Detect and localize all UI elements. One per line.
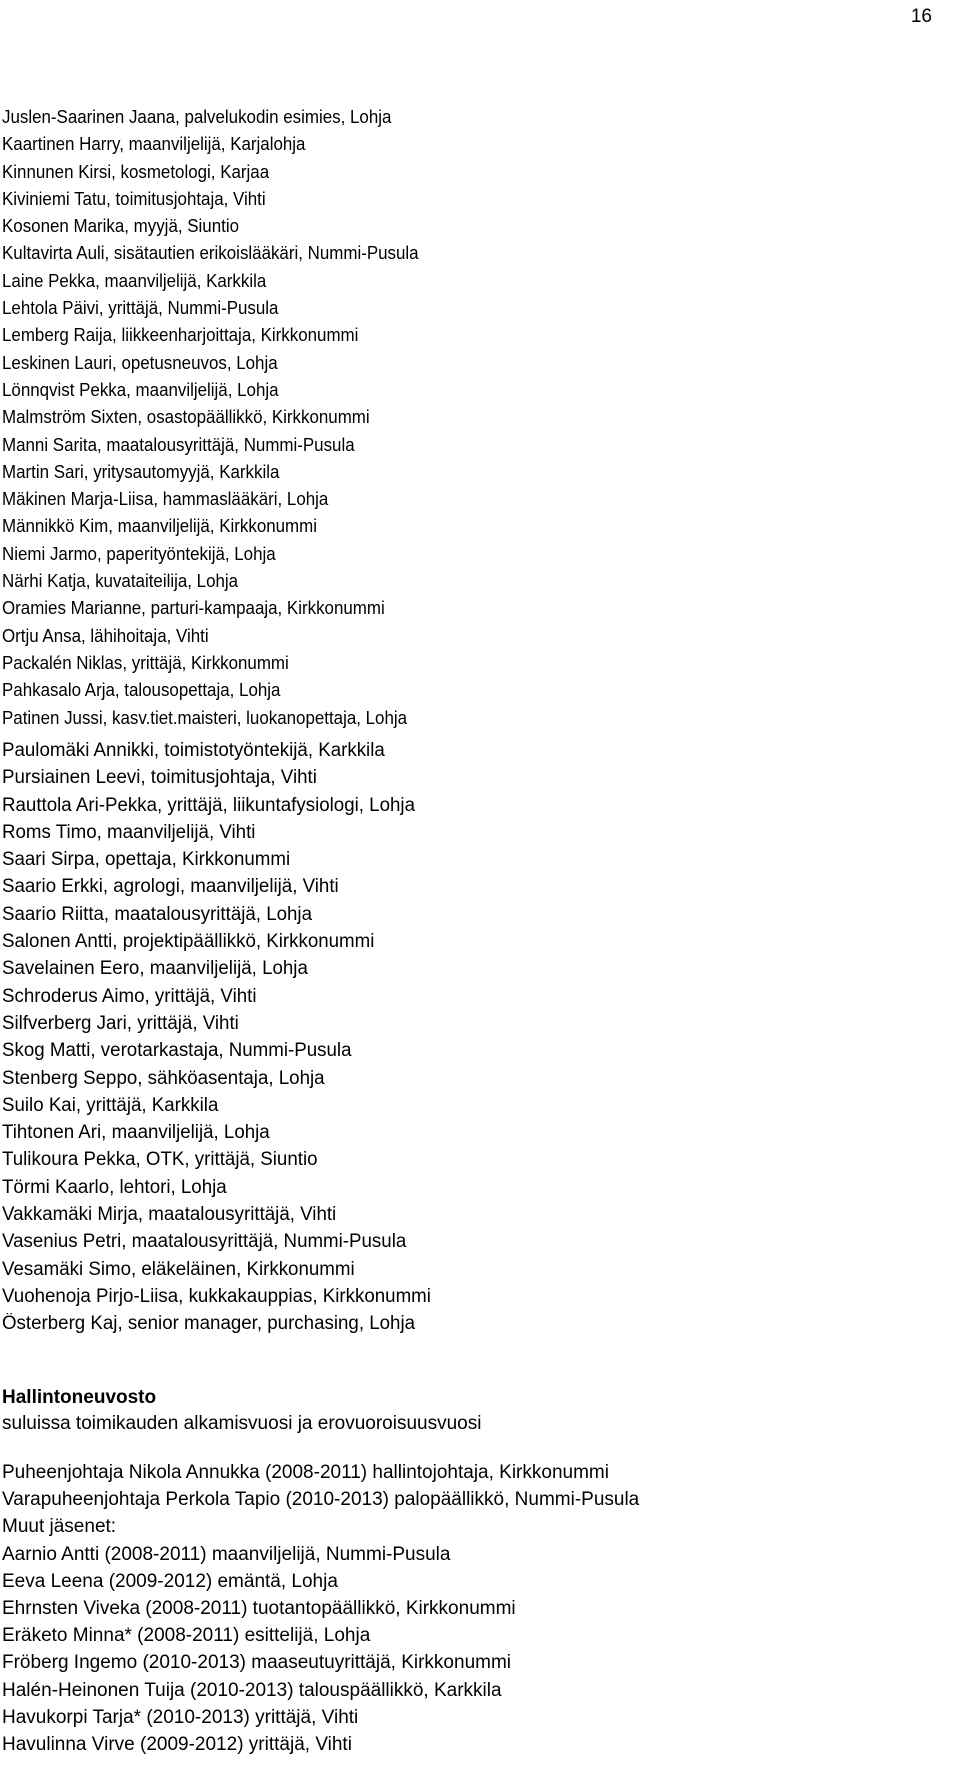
list-item: Oramies Marianne, parturi-kampaaja, Kirkkonummi: [2, 598, 385, 619]
list-item: Österberg Kaj, senior manager, purchasing, Lohja: [2, 1313, 416, 1335]
list-item: Juslen-Saarinen Jaana, palvelukodin esimies, Lohja: [2, 107, 392, 127]
list-item: Aarnio Antti (2008-2011) maanviljelijä, Nummi-Pusula: [2, 1543, 451, 1565]
list-item: Rauttola Ari-Pekka, yrittäjä, liikuntafysiologi, Lohja: [2, 794, 415, 816]
list-item: Kiviniemi Tatu, toimitusjohtaja, Vihti: [2, 188, 266, 209]
list-item: Malmström Sixten, osastopäällikkö, Kirkkonummi: [2, 407, 370, 428]
list-item: Suilo Kai, yrittäjä, Karkkila: [2, 1094, 219, 1116]
list-item: Schroderus Aimo, yrittäjä, Vihti: [2, 985, 257, 1007]
other-members-label: Muut jäsenet:: [2, 1516, 117, 1538]
list-item: Kosonen Marika, myyjä, Siuntio: [2, 216, 239, 237]
list-item: Ehrnsten Viveka (2008-2011) tuotantopäällikkö, Kirkkonummi: [2, 1598, 516, 1620]
list-item: Lemberg Raija, liikkeenharjoittaja, Kirkkonummi: [2, 325, 359, 346]
list-item: Vuohenoja Pirjo-Liisa, kukkakauppias, Kirkkonummi: [2, 1285, 431, 1307]
list-item: Leskinen Lauri, opetusneuvos, Lohja: [2, 352, 278, 373]
section-heading: Hallintoneuvosto: [2, 1387, 157, 1408]
list-item: Tulikoura Pekka, OTK, yrittäjä, Siuntio: [2, 1149, 318, 1171]
list-item: Vasenius Petri, maatalousyrittäjä, Nummi-Pusula: [2, 1231, 407, 1253]
council-section: [2, 1385, 639, 1758]
list-item: Halén-Heinonen Tuija (2010-2013) talouspäällikkö, Karkkila: [2, 1679, 502, 1701]
member-list-part-1: [2, 104, 445, 732]
list-item: Törmi Kaarlo, lehtori, Lohja: [2, 1176, 227, 1198]
page-number: 16: [910, 6, 932, 27]
council-vice-chair: Varapuheenjohtaja Perkola Tapio (2010-2013) palopäällikkö, Nummi-Pusula: [2, 1489, 640, 1511]
list-item: Laine Pekka, maanviljelijä, Karkkila: [2, 270, 267, 291]
list-item: Närhi Katja, kuvataiteilija, Lohja: [2, 571, 239, 592]
list-item: Lönnqvist Pekka, maanviljelijä, Lohja: [2, 379, 279, 400]
list-item: Männikkö Kim, maanviljelijä, Kirkkonummi: [2, 516, 318, 537]
list-item: Tihtonen Ari, maanviljelijä, Lohja: [2, 1122, 270, 1144]
list-item: Savelainen Eero, maanviljelijä, Lohja: [2, 958, 308, 980]
list-item: Eräketo Minna* (2008-2011) esittelijä, Lohja: [2, 1625, 371, 1647]
list-item: Pursiainen Leevi, toimitusjohtaja, Vihti: [2, 767, 317, 789]
list-item: Skog Matti, verotarkastaja, Nummi-Pusula: [2, 1040, 352, 1062]
list-item: Ortju Ansa, lähihoitaja, Vihti: [2, 625, 209, 646]
list-item: Saario Riitta, maatalousyrittäjä, Lohja: [2, 903, 312, 925]
list-item: Packalén Niklas, yrittäjä, Kirkkonummi: [2, 652, 289, 673]
list-item: Salonen Antti, projektipäällikkö, Kirkkonummi: [2, 931, 375, 953]
list-item: Kultavirta Auli, sisätautien erikoislääkäri, Nummi-Pusula: [2, 243, 419, 264]
list-item: Martin Sari, yritysautomyyjä, Karkkila: [2, 461, 280, 482]
list-item: Vakkamäki Mirja, maatalousyrittäjä, Vihti: [2, 1204, 337, 1226]
member-list-part-2: [2, 737, 437, 1338]
list-item: Niemi Jarmo, paperityöntekijä, Lohja: [2, 543, 276, 564]
list-item: Roms Timo, maanviljelijä, Vihti: [2, 821, 256, 843]
list-item: Saari Sirpa, opettaja, Kirkkonummi: [2, 849, 291, 871]
list-item: Havukorpi Tarja* (2010-2013) yrittäjä, Vihti: [2, 1706, 359, 1728]
list-item: Silfverberg Jari, yrittäjä, Vihti: [2, 1012, 239, 1034]
list-item: Saario Erkki, agrologi, maanviljelijä, Vihti: [2, 876, 339, 898]
council-member-list: [2, 1459, 639, 1758]
list-item: Lehtola Päivi, yrittäjä, Nummi-Pusula: [2, 298, 279, 319]
list-item: Mäkinen Marja-Liisa, hammaslääkäri, Lohja: [2, 489, 329, 510]
list-item: Paulomäki Annikki, toimistotyöntekijä, Karkkila: [2, 740, 385, 761]
list-item: Kaartinen Harry, maanviljelijä, Karjalohja: [2, 134, 306, 155]
list-item: Vesamäki Simo, eläkeläinen, Kirkkonummi: [2, 1258, 355, 1280]
list-item: Fröberg Ingemo (2010-2013) maaseutuyrittäjä, Kirkkonummi: [2, 1652, 512, 1674]
section-subtitle: suluissa toimikauden alkamisvuosi ja erovuoroisuusvuosi: [2, 1413, 482, 1434]
list-item: Manni Sarita, maatalousyrittäjä, Nummi-Pusula: [2, 434, 355, 455]
list-item: Havulinna Virve (2009-2012) yrittäjä, Vihti: [2, 1734, 352, 1756]
list-item: Stenberg Seppo, sähköasentaja, Lohja: [2, 1067, 325, 1089]
list-item: Patinen Jussi, kasv.tiet.maisteri, luokanopettaja, Lohja: [2, 707, 408, 728]
list-item: Pahkasalo Arja, talousopettaja, Lohja: [2, 680, 281, 701]
list-item: Eeva Leena (2009-2012) emäntä, Lohja: [2, 1570, 338, 1592]
list-item: Kinnunen Kirsi, kosmetologi, Karjaa: [2, 161, 270, 182]
council-chair: Puheenjohtaja Nikola Annukka (2008-2011) hallintojohtaja, Kirkkonummi: [2, 1462, 609, 1483]
